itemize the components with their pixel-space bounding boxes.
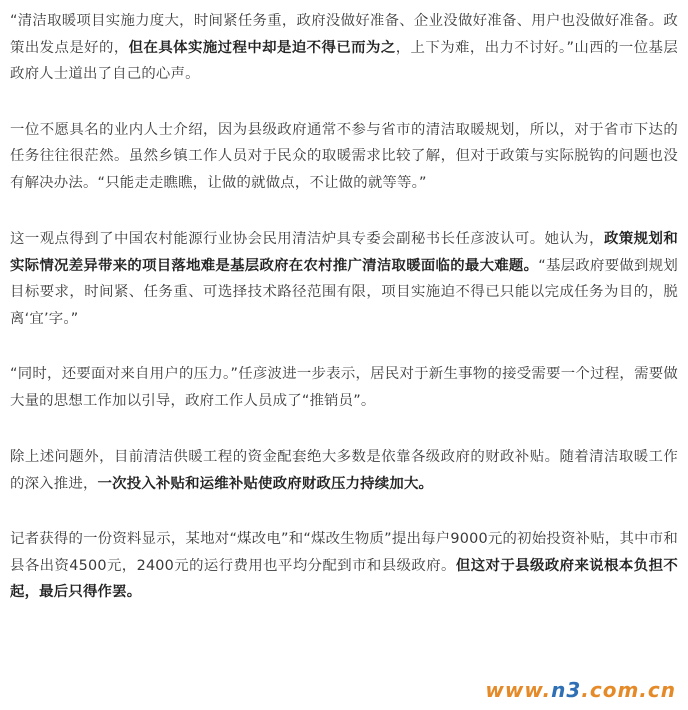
paragraph-6-text-a: 记者获得的一份资料显示，某地对“煤改电”和“煤改生物质”提出每户9000元的初始投资补贴，其中市和县各出资4500元，2400元的运行费用也平均分配到市和县级政府。 (10, 531, 678, 574)
paragraph-6-bold-a: 但这对于县级政府来说根本负担不起，最后只得作罢。 (10, 557, 678, 600)
site-watermark (485, 678, 676, 702)
paragraph-5 (10, 444, 678, 497)
paragraph-2-text-a: 一位不愿具名的业内人士介绍，因为县级政府通常不参与省市的清洁取暖规划，所以，对于省市下达的任务往往很茫然。虽然乡镇工作人员对于民众的取暖需求比较了解，但对于政策与实际脱钩的问题也没有解决办法。“只能走走瞧瞧，让做的就做点，不让做的就等等。” (10, 121, 678, 191)
paragraph-3-text-b: “基层政府要做到规划目标要求，时间紧、任务重、可选择技术路径范围有限，项目实施迫不得已只能以完成任务为目的，脱离‘宜’字。” (10, 257, 678, 327)
paragraph-4-text-a: “同时，还要面对来自用户的压力。”任彦波进一步表示，居民对于新生事物的接受需要一个过程，需要做大量的思想工作加以引导，政府工作人员成了“推销员”。 (10, 366, 678, 409)
paragraph-1 (10, 8, 678, 88)
paragraph-3-text-a: 这一观点得到了中国农村能源行业协会民用清洁炉具专委会副秘书长任彦波认可。她认为， (10, 231, 604, 247)
paragraph-1-text-b: ，上下为难，出力不讨好。”山西的一位基层政府人士道出了自己的心声。 (10, 39, 678, 82)
paragraph-5-text-a: 除上述问题外，目前清洁供暖工程的资金配套绝大多数是依靠各级政府的财政补贴。随着清洁取暖工作的深入推进， (10, 449, 678, 492)
watermark-domain: .com.cn (581, 678, 676, 702)
paragraph-1-bold-a: 但在具体实施过程中却是迫不得已而为之 (128, 39, 396, 56)
paragraph-2 (10, 117, 678, 197)
paragraph-5-bold-a: 一次投入补贴和运维补贴使政府财政压力持续加大。 (97, 475, 434, 492)
paragraph-3-bold-a: 政策规划和实际情况差异带来的项目落地难是基层政府在农村推广清洁取暖面临的最大难题。 (10, 231, 678, 274)
paragraph-6 (10, 526, 678, 606)
paragraph-4 (10, 361, 678, 414)
watermark-www: www. (485, 678, 552, 702)
article-body (10, 8, 678, 606)
paragraph-3 (10, 226, 678, 332)
watermark-n3: n3 (551, 678, 582, 702)
paragraph-1-text-a: “清洁取暖项目实施力度大，时间紧任务重，政府没做好准备、企业没做好准备、用户也没做好准备。政策出发点是好的， (10, 13, 678, 56)
